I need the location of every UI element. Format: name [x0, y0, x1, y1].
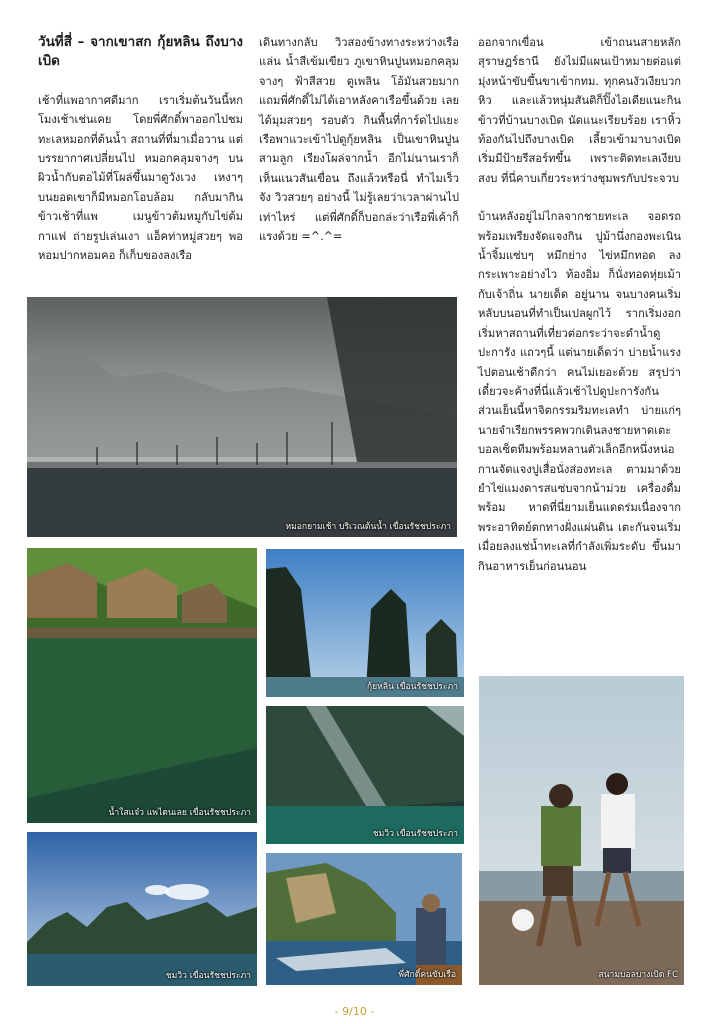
- mountains-caption: ชมวิว เขื่อนรัชชประภา: [165, 971, 251, 981]
- football-caption: สนามบอลบางเบิด FC: [598, 970, 678, 980]
- column-2: [259, 33, 459, 246]
- guilin-photo: [266, 549, 464, 697]
- mist-photo: [27, 297, 457, 537]
- col1-body: เช้าที่แพอากาศดีมาก เราเริ่มต้นวันนี้หกโมงเช้าเช่นเคย โดยพี่ศักดิ์พาออกไปชมทะเลหมอกที่ต้นน้ำ สถานที่ที่มาเมื่อวาน แต่บรรยากาศเปลี่ยนไป หมอกคลุมจางๆ บนผิวน้ำกับตอไม้ที่โผล่ขึ้นมาดูวังเวง เหงาๆ บนยอดเขาก็มีหมอกโอบล้อม กลับมากินข้าวเช้าที่แพ เมนูข้าวต้มหมูกับไข่ต้ม กาแฟ ถ่ายรูปเล่นเงา แอ็คท่าหมู่สวยๆ พอหอมปากหอมคอ ก็เก็บของลงเรือ: [38, 93, 243, 263]
- sunrays-photo: [266, 706, 464, 844]
- boatman-caption: พี่ศักดิ์คนขับเรือ: [398, 970, 456, 980]
- guilin-caption: กุ้ยหลิน เขื่อนรัชชประภา: [366, 682, 458, 692]
- sunrays-caption: ชมวิว เขื่อนรัชชประภา: [372, 829, 458, 839]
- mountains-photo: [27, 832, 257, 986]
- boatman-photo: [266, 853, 462, 985]
- page-number: - 9/10 -: [334, 1005, 375, 1018]
- football-photo: [479, 676, 684, 985]
- col2-body: เดินทางกลับ วิวสองข้างทางระหว่างเรือแล่น น้ำสีเข้มเขียว ภูเขาหินปูนหมอกคลุมจางๆ ฟ้าสีสวย ดูเพลิน โอ้มันสวยมาก แถมพี่ศักดิ์ไม่ได้เอาหลังคาเรือขึ้นด้วย เลยได้มุมสวยๆ รอบตัว กินพื้นที่การ์ดไปแยะ เรือพาแวะเข้าไปดูกุ้ยหลิน เป็นเขาหินปูนสามลูก เรียงโผล่จากน้ำ อีกไม่นานเราก็เห็นแนวสันเขื่อน ถึงแล้วหรือนี่ ทำไมเร็วจัง วิวสวยๆ อย่างนี้ ไม่รู้เลยว่าเวลาผ่านไปเท่าไหร่ แต่พี่ศักดิ์ก็บอกล่ะว่าเรือพี่เค้าก็แรงด้วย =^.^=: [259, 36, 459, 244]
- raft-photo: [27, 548, 257, 823]
- column-3: [478, 33, 681, 576]
- column-1: [38, 33, 243, 265]
- mist-caption: หมอกยามเช้า บริเวณต้นน้ำ เขื่อนรัชชประภา: [285, 522, 451, 532]
- col3-para2: บ้านหลังอยู่ไม่ไกลจากชายทะเล จอดรถพร้อมเพรียงจัดแจงกิน ปูม้านึ่งกองพะเนิน น้ำจิ้มแซ่บๆ หมึกย่าง ไข่หมึกทอด ลงกระเพาะอย่างไว ท้องอิ่ม ก็นั่งทอดหุ่ยเม้ากับเจ้าถิ่น นายเด็ด อยู่นาน จนบางคนเริ่มหลับบนอนที่ทำเป็นเปลผูกไว้ รากเริ่มงอก เริ่มหาสถานที่เที่ยวต่อกระว่าจะดำน้ำดูปะการัง แถวๆนี้ แต่นายเด็ดว่า บ่ายน้ำแรง ไปตอนเช้าดีกว่า คนไม่เยอะด้วย สรุปว่าเดี๋ยวจะค้างที่นี่แล้วเช้าไปดูปะการังกัน ส่วนเย็นนี้หาจิตกรรมริมทะเลทำ บ่ายแก่ๆ นายจำเรียกพรรคพวกเดินลงชายหาดเตะบอลเซ็ตทีมพร้อมหลานตัวเล็กอีกหนึ่งหน่อ กานจัดแจงปูเสื่อนั่งส่องทะเล ตามมาด้วยยำไข่แมงดารสแซ่บจากน้าม่วย เครื่องดื่มพร้อม หาดที่นี่ยามเย็นแดดร่มเนื่องจากพระอาทิตย์ตกทางฝั่งแผ่นดิน เตะกันจนเริ่มเมื่อยลงแช่น้ำทะเลที่กำลังเพิ่มระดับ ขึ้นมากินอาหารเย็นก่อนนอน: [478, 210, 681, 573]
- day-heading: วันที่สี่ – จากเขาสก กุ้ยหลิน ถึงบางเบิด: [38, 34, 243, 70]
- raft-caption: น้ำใสแจ๋ว แพไดนเลย เขื่อนรัชชประภา: [108, 808, 251, 818]
- col3-para1: ออกจากเขื่อน เข้าถนนสายหลักสุราษฎร์ธานี ยังไม่มีแผนเป้าหมายต่อแต่มุ่งหน้าขับขึ้นขาเข้ากทม. ทุกคนงัวเงียบวกหิว และแล้วหนุ่มสันติก็ปิ๊งไอเดียแนะกินข้าวที่บ้านบางเบิด นัดแนะเรียบร้อย เราหิ้วท้องกันไปถึงบางเบิด เลี้ยวเข้ามาบางเบิดเริ่มมีป้ายรีสอร์ทขึ้น เพราะติดทะเลเงียบสงบ ที่นี่คาบเกี่ยวระหว่างชุมพรกับประจวบ: [478, 36, 681, 185]
